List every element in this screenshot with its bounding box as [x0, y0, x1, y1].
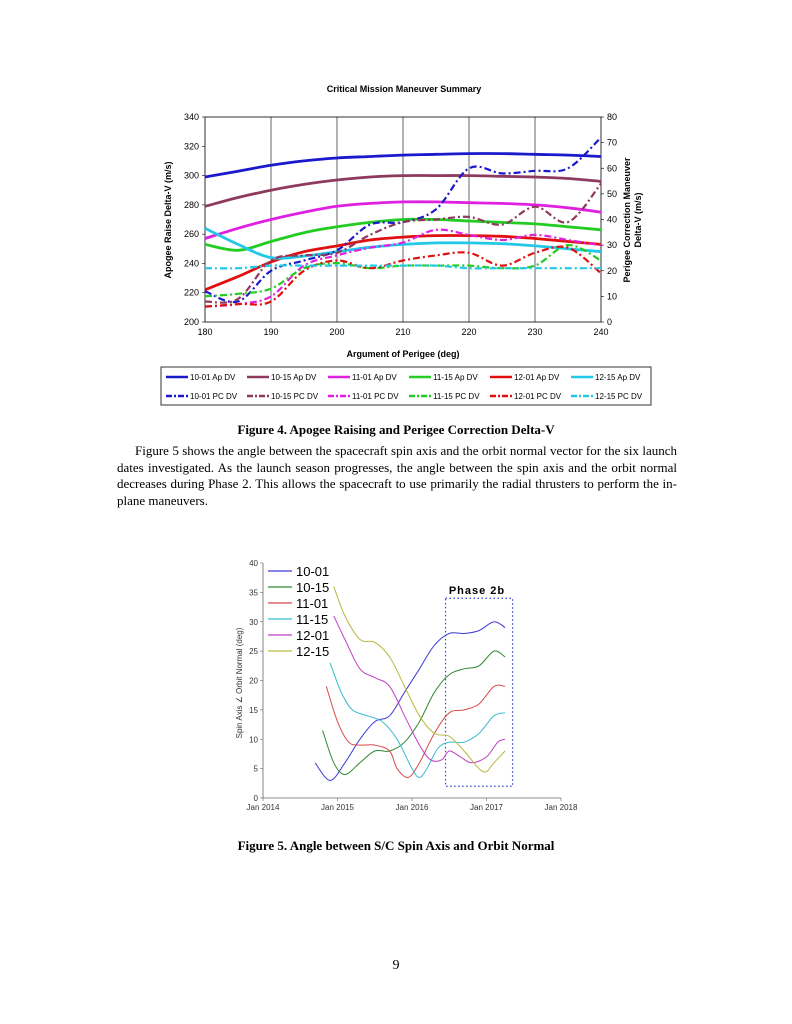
fig4-y-tick-label: 220	[183, 287, 199, 298]
fig5-phase-label: Phase 2b	[448, 585, 506, 597]
fig4-legend-label: 12-01 PC DV	[514, 392, 562, 401]
fig4-legend-label: 10-15 Ap DV	[271, 373, 317, 382]
fig5-legend-label: 10-01	[296, 564, 330, 579]
fig4-y-tick-label: 300	[183, 170, 199, 181]
figure-5-chart	[0, 540, 792, 830]
fig4-legend-label: 10-01 Ap DV	[190, 373, 236, 382]
page-number: 9	[392, 958, 400, 973]
fig5-x-tick-label: Jan 2015	[321, 803, 354, 812]
fig4-legend-label: 11-01 PC DV	[352, 392, 399, 401]
fig5-phase-2b-box	[446, 598, 513, 786]
fig4-y-axis-label: Apogee Raise Delta-V (m/s)	[163, 161, 173, 279]
fig5-y-tick-label: 5	[253, 764, 258, 774]
fig5-legend	[268, 564, 329, 659]
fig5-line-12-01	[334, 616, 505, 763]
fig4-legend-label: 10-01 PC DV	[190, 392, 238, 401]
fig5-y-tick-label: 15	[249, 705, 258, 715]
fig4-legend-label: 12-15 Ap DV	[595, 373, 641, 382]
fig4-y2-tick-label: 80	[607, 112, 618, 122]
fig4-legend-label: 11-01 Ap DV	[352, 373, 397, 382]
fig4-y-tick-label: 280	[183, 199, 199, 210]
fig5-line-11-15	[330, 663, 505, 778]
fig5-y-axis-label: Spin Axis ∠ Orbit Normal (deg)	[235, 627, 244, 739]
fig5-y-tick-label: 20	[249, 676, 258, 686]
fig4-x-tick-label: 210	[395, 327, 411, 337]
fig4-y2-tick-label: 60	[607, 163, 618, 174]
fig5-series-lines	[315, 587, 505, 781]
figure-4-caption: Figure 4. Apogee Raising and Perigee Correction Delta-V	[237, 422, 555, 437]
fig5-phase-box	[446, 598, 513, 786]
fig4-legend-label: 10-15 PC DV	[271, 392, 319, 401]
fig4-y2-tick-label: 70	[607, 137, 618, 148]
fig5-legend-label: 10-15	[296, 580, 330, 595]
fig5-y-tick-label: 35	[249, 588, 258, 598]
fig4-y-tick-label: 260	[183, 229, 199, 240]
fig4-y2-axis-label-2: Delta-V (m/s)	[633, 192, 643, 248]
fig5-legend-label: 11-01	[296, 596, 329, 611]
paragraph-line-4: radial thrusters to perform the in-plane maneuvers.	[117, 476, 677, 508]
fig5-legend-label: 11-15	[296, 612, 329, 627]
paragraph-line-1: Figure 5 shows the angle between the spacecraft spin axis and the orbit normal vector for the	[135, 443, 621, 458]
fig4-y2-axis-label-1: Perigee Correction Maneuver	[622, 157, 632, 283]
fig4-y2-tick-label: 50	[607, 188, 618, 199]
fig4-y-tick-label: 240	[183, 258, 199, 269]
paragraph-line-3: and the orbit normal decreases during Phase 2. This allows the spacecraft to use primarily the	[117, 459, 678, 491]
fig4-y2-tick-label: 30	[607, 240, 618, 251]
fig4-x-tick-label: 230	[527, 327, 543, 337]
fig4-y2-tick-label: 10	[607, 291, 618, 302]
fig5-y-tick-label: 0	[253, 794, 258, 803]
fig5-line-10-15	[323, 651, 506, 775]
fig4-legend-label: 12-15 PC DV	[595, 392, 643, 401]
fig5-legend-label: 12-15	[296, 644, 330, 659]
fig5-line-10-01	[315, 622, 505, 781]
fig4-x-tick-label: 200	[329, 327, 345, 337]
fig4-x-tick-label: 240	[593, 327, 609, 337]
figure-5-caption: Figure 5. Angle between S/C Spin Axis and Orbit Normal	[237, 838, 555, 853]
fig4-x-axis-label: Argument of Perigee (deg)	[346, 349, 460, 359]
fig4-x-tick-label: 220	[461, 327, 477, 337]
fig4-legend-label: 11-15 PC DV	[433, 392, 480, 401]
fig5-y-tick-label: 30	[249, 617, 258, 627]
fig4-x-tick-label: 190	[263, 327, 279, 337]
paragraph-line-2: six launch dates investigated. As the launch season progresses, the angle between the spin axis	[117, 443, 678, 475]
body-paragraph	[117, 443, 677, 509]
fig5-x-tick-label: Jan 2017	[470, 803, 503, 812]
fig4-legend-label: 11-15 Ap DV	[433, 373, 478, 382]
fig4-y2-tick-label: 20	[607, 265, 618, 276]
fig5-y-tick-label: 10	[249, 735, 258, 745]
fig4-title: Critical Mission Maneuver Summary	[326, 84, 482, 94]
fig5-line-11-01	[326, 685, 505, 777]
fig5-x-tick-label: Jan 2016	[395, 803, 429, 812]
fig4-legend-label: 12-01 Ap DV	[514, 373, 560, 382]
fig5-y-tick-label: 25	[249, 647, 258, 657]
fig4-y2-tick-label: 0	[607, 317, 613, 327]
figure-4-chart	[0, 0, 792, 420]
fig5-x-tick-label: Jan 2018	[544, 803, 578, 812]
fig5-x-tick-label: Jan 2014	[246, 803, 280, 812]
fig4-y2-tick-label: 40	[607, 214, 618, 225]
fig4-y-tick-label: 320	[183, 141, 199, 152]
fig4-y-tick-label: 200	[183, 317, 199, 327]
fig5-y-tick-label: 40	[249, 559, 258, 568]
fig4-y-tick-label: 340	[183, 112, 199, 122]
fig4-x-tick-label: 180	[197, 327, 213, 337]
fig5-legend-label: 12-01	[296, 628, 330, 643]
